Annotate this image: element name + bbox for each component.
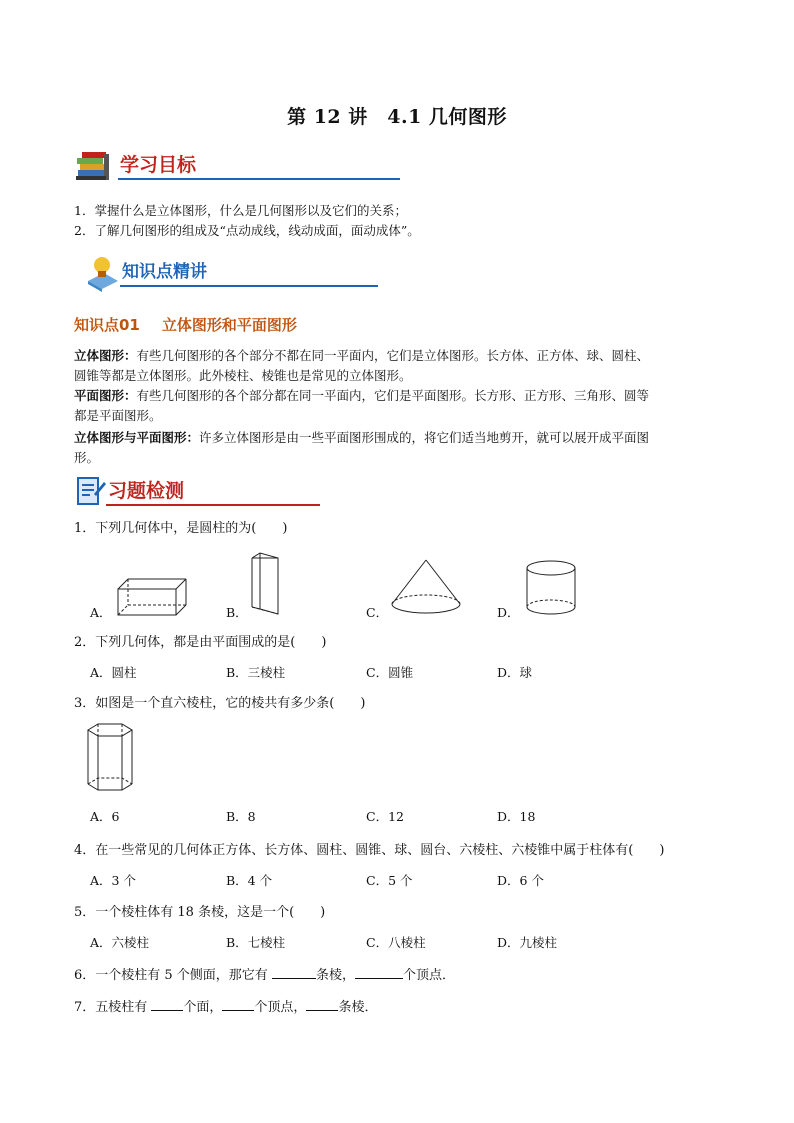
- kp-label-solid: 立体图形：: [74, 348, 137, 363]
- q2-option-c: C．圆锥: [366, 665, 414, 680]
- cuboid-figure: [116, 577, 188, 617]
- question-1-stem: 1．下列几何体中，是圆柱的为( ): [74, 521, 288, 536]
- question-4-stem: 4．在一些常见的几何体正方体、长方体、圆柱、圆锥、球、圆台、六棱柱、六棱锥中属于柱体有( ): [74, 843, 665, 858]
- q1-option-a: A．: [90, 605, 112, 620]
- kp-paragraph-1-line-2: 圆锥等都是立体图形。此外棱柱、棱锥也是常见的立体图形。: [74, 368, 412, 383]
- q5-option-d: D．九棱柱: [497, 935, 558, 950]
- hexagonal-prism-figure: [86, 722, 136, 794]
- kp-label-plane: 平面图形：: [74, 388, 137, 403]
- q7-blank-faces[interactable]: [151, 998, 183, 1011]
- goal-item-1: 1．掌握什么是立体图形，什么是几何图形以及它们的关系；: [74, 203, 407, 218]
- q2-option-d: D．球: [497, 665, 533, 680]
- q5-option-c: C．八棱柱: [366, 935, 426, 950]
- q4-option-b: B．4 个: [226, 873, 273, 888]
- q4-option-c: C．5 个: [366, 873, 413, 888]
- section-knowledge-title: 知识点精讲: [122, 262, 207, 282]
- q3-option-d: D．18: [497, 809, 536, 824]
- q1-option-c: C．: [366, 605, 389, 620]
- section-goals-title: 学习目标: [120, 154, 197, 176]
- q7-blank-vertices[interactable]: [222, 998, 254, 1011]
- document-icon: [76, 474, 106, 506]
- cylinder-figure: [525, 559, 577, 617]
- kp-paragraph-3-line-1: 立体图形与平面图形：许多立体图形是由一些平面图形围成的，将它们适当地剪开，就可以展开成平面图: [74, 430, 650, 445]
- question-7-stem: 7．五棱柱有 个面， 个顶点， 条棱．: [74, 1000, 378, 1015]
- q5-option-b: B．七棱柱: [226, 935, 286, 950]
- page-title: 第 12 讲 4.1 几何图形: [287, 106, 507, 128]
- question-2-stem: 2．下列几何体，都是由平面围成的是( ): [74, 635, 327, 650]
- kp-label-relation: 立体图形与平面图形：: [74, 430, 200, 445]
- knowledge-point-heading: [74, 314, 297, 335]
- q6-blank-vertices[interactable]: [355, 966, 403, 979]
- section-exercises-underline: [106, 504, 320, 506]
- knowledge-point-name: 立体图形和平面图形: [161, 316, 297, 334]
- q3-option-b: B．8: [226, 809, 256, 824]
- section-knowledge-header: [86, 255, 386, 289]
- q6-blank-edges[interactable]: [272, 966, 316, 979]
- q4-option-a: A．3 个: [90, 873, 136, 888]
- q2-option-b: B．三棱柱: [226, 665, 286, 680]
- goal-item-2: 2．了解几何图形的组成及“点动成线，线动成面，面动成体”。: [74, 223, 420, 238]
- question-5-stem: 5．一个棱柱体有 18 条棱，这是一个( ): [74, 905, 326, 920]
- section-exercises-title: 习题检测: [108, 480, 185, 502]
- q3-option-a: A．6: [90, 809, 120, 824]
- books-icon: [74, 148, 114, 184]
- knowledge-point-number: 知识点01: [74, 316, 140, 334]
- q3-option-c: C．12: [366, 809, 404, 824]
- kp-paragraph-3-line-2: 形。: [74, 450, 100, 465]
- question-3-stem: 3．如图是一个直六棱柱，它的棱共有多少条( ): [74, 696, 366, 711]
- q5-option-a: A．六棱柱: [90, 935, 150, 950]
- question-6-stem: 6．一个棱柱有 5 个侧面，那它有 条棱， 个顶点．: [74, 968, 455, 983]
- cone-figure: [390, 558, 462, 616]
- q4-option-d: D．6 个: [497, 873, 544, 888]
- q2-option-a: A．圆柱: [90, 665, 137, 680]
- lightbulb-icon: [86, 255, 120, 291]
- section-knowledge-underline: [120, 285, 378, 287]
- prism-figure: [248, 552, 282, 616]
- kp-paragraph-1-line-1: 立体图形：有些几何图形的各个部分不都在同一平面内，它们是立体图形。长方体、正方体、球、圆柱、: [74, 348, 650, 363]
- section-goals-underline: [118, 178, 400, 180]
- q7-blank-edges[interactable]: [306, 998, 338, 1011]
- section-exercises-header: [76, 474, 326, 508]
- section-goals-header: [74, 148, 404, 182]
- q1-option-b: B．: [226, 605, 248, 620]
- kp-paragraph-2-line-1: 平面图形：有些几何图形的各个部分都在同一平面内，它们是平面图形。长方形、正方形、三角形、圆等: [74, 388, 650, 403]
- q1-option-d: D．: [497, 605, 520, 620]
- kp-paragraph-2-line-2: 都是平面图形。: [74, 408, 162, 423]
